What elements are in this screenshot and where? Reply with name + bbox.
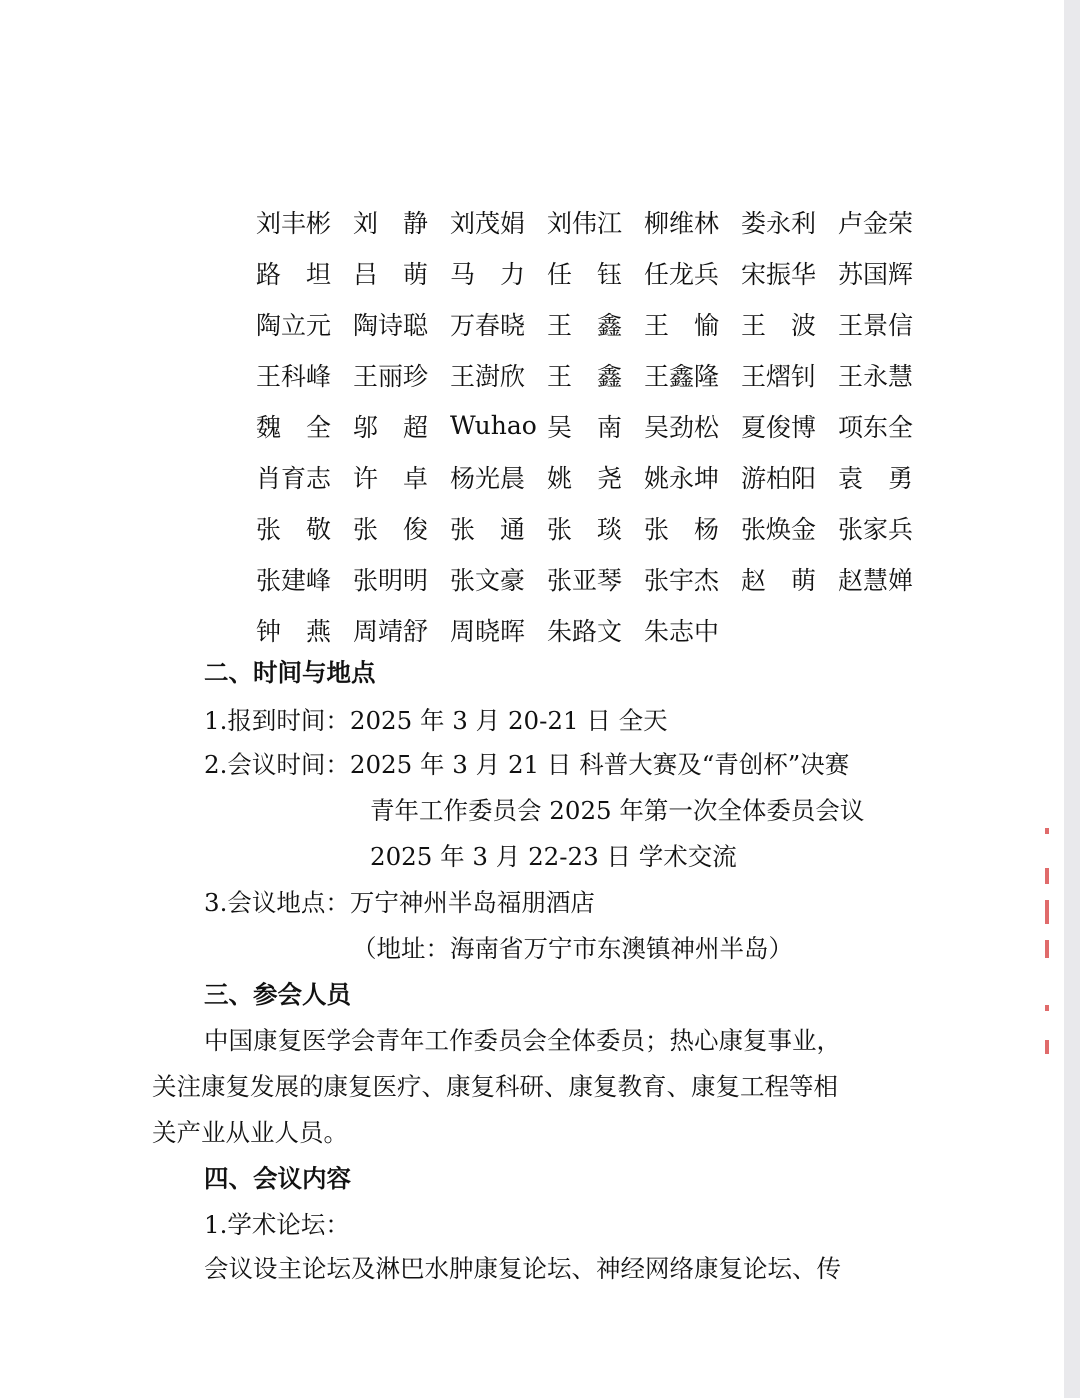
section-heading-content: 四、会议内容: [204, 1164, 351, 1193]
committee-member-name: 赵 萌: [741, 565, 817, 595]
committee-member-name: 夏俊博: [741, 412, 817, 442]
committee-member-name: 周靖舒: [353, 616, 429, 646]
committee-member-name: 娄永利: [741, 208, 817, 238]
seal-fragment: [1045, 828, 1049, 834]
section-heading-time-place: 二、时间与地点: [204, 658, 376, 687]
committee-member-name: 邬 超: [353, 412, 429, 442]
committee-member-name: 张 敬: [256, 514, 332, 544]
committee-member-name: 吴劲松: [644, 412, 720, 442]
committee-member-name: 万春晓: [450, 310, 526, 340]
committee-name-list: [256, 196, 936, 655]
committee-member-name: 王澍欣: [450, 361, 526, 391]
committee-member-name: 魏 全: [256, 412, 332, 442]
committee-member-name: 项东全: [838, 412, 914, 442]
committee-member-name: 朱志中: [644, 616, 720, 646]
committee-member-name: 张文豪: [450, 565, 526, 595]
committee-member-name: 王 波: [741, 310, 817, 340]
name-row: [256, 196, 936, 247]
meeting-time: 2.会议时间：2025 年 3 月 21 日 科普大赛及“青创杯”决赛: [204, 750, 850, 779]
committee-member-name: 刘 静: [353, 208, 429, 238]
committee-member-name: 卢金荣: [838, 208, 914, 238]
forum-subheading: 1.学术论坛：: [204, 1210, 350, 1239]
name-row: [256, 349, 936, 400]
committee-member-name: 刘伟江: [547, 208, 623, 238]
name-row: [256, 502, 936, 553]
name-row: [256, 553, 936, 604]
committee-member-name: 刘茂娟: [450, 208, 526, 238]
name-row: [256, 400, 936, 451]
committee-member-name: 钟 燕: [256, 616, 332, 646]
committee-member-name: 许 卓: [353, 463, 429, 493]
name-row: [256, 298, 936, 349]
committee-member-name: 任 钰: [547, 259, 623, 289]
committee-member-name: 张 通: [450, 514, 526, 544]
committee-member-name: 王科峰: [256, 361, 332, 391]
name-row: [256, 604, 936, 655]
section-heading-attendees: 三、参会人员: [204, 980, 351, 1009]
committee-member-name: 陶诗聪: [353, 310, 429, 340]
committee-member-name: 张建峰: [256, 565, 332, 595]
committee-member-name: 陶立元: [256, 310, 332, 340]
committee-member-name: 王景信: [838, 310, 914, 340]
committee-member-name: 路 坦: [256, 259, 332, 289]
name-row: [256, 451, 936, 502]
committee-member-name: 肖育志: [256, 463, 332, 493]
committee-member-name: 王丽珍: [353, 361, 429, 391]
committee-member-name: 吴 南: [547, 412, 623, 442]
seal-fragment: [1045, 1005, 1049, 1011]
committee-member-name: 姚 尧: [547, 463, 623, 493]
committee-member-name: 王鑫隆: [644, 361, 720, 391]
seal-fragment: [1045, 940, 1049, 958]
committee-member-name: 杨光晨: [450, 463, 526, 493]
committee-member-name: 张宇杰: [644, 565, 720, 595]
committee-member-name: 刘丰彬: [256, 208, 332, 238]
committee-member-name: Wuhao: [450, 411, 537, 440]
attendees-paragraph-line3: 关产业从业人员。: [152, 1118, 348, 1147]
committee-member-name: 王 鑫: [547, 361, 623, 391]
registration-time: 1.报到时间：2025 年 3 月 20-21 日 全天: [204, 706, 668, 735]
committee-member-name: 袁 勇: [838, 463, 914, 493]
forum-paragraph: 会议设主论坛及淋巴水肿康复论坛、神经网络康复论坛、传: [204, 1254, 841, 1283]
committee-member-name: 游柏阳: [741, 463, 817, 493]
committee-member-name: 周晓晖: [450, 616, 526, 646]
committee-member-name: 张亚琴: [547, 565, 623, 595]
committee-member-name: 张家兵: [838, 514, 914, 544]
committee-member-name: 姚永坤: [644, 463, 720, 493]
committee-member-name: 王熠钊: [741, 361, 817, 391]
committee-member-name: 柳维林: [644, 208, 720, 238]
attendees-paragraph-line2: 关注康复发展的康复医疗、康复科研、康复教育、康复工程等相: [152, 1072, 838, 1101]
meeting-time-line2: 青年工作委员会 2025 年第一次全体委员会议: [370, 796, 865, 825]
seal-fragment: [1045, 1040, 1049, 1054]
committee-member-name: 赵慧婵: [838, 565, 914, 595]
committee-member-name: 张 俊: [353, 514, 429, 544]
page-edge: [1064, 0, 1080, 1398]
meeting-location: 3.会议地点：万宁神州半岛福朋酒店: [204, 888, 595, 917]
committee-member-name: 张 杨: [644, 514, 720, 544]
committee-member-name: 朱路文: [547, 616, 623, 646]
meeting-time-line3: 2025 年 3 月 22-23 日 学术交流: [370, 842, 737, 871]
committee-member-name: 苏国辉: [838, 259, 914, 289]
committee-member-name: 吕 萌: [353, 259, 429, 289]
committee-member-name: 王永慧: [838, 361, 914, 391]
seal-fragment: [1045, 900, 1049, 924]
committee-member-name: 张明明: [353, 565, 429, 595]
name-row: [256, 247, 936, 298]
committee-member-name: 张焕金: [741, 514, 817, 544]
committee-member-name: 马 力: [450, 259, 526, 289]
meeting-address: （地址：海南省万宁市东澳镇神州半岛）: [352, 934, 793, 963]
committee-member-name: 宋振华: [741, 259, 817, 289]
committee-member-name: 王 鑫: [547, 310, 623, 340]
committee-member-name: 张 琰: [547, 514, 623, 544]
committee-member-name: 王 愉: [644, 310, 720, 340]
attendees-paragraph-line1: 中国康复医学会青年工作委员会全体委员；热心康复事业，: [204, 1026, 841, 1055]
seal-fragment: [1045, 868, 1049, 884]
committee-member-name: 任龙兵: [644, 259, 720, 289]
